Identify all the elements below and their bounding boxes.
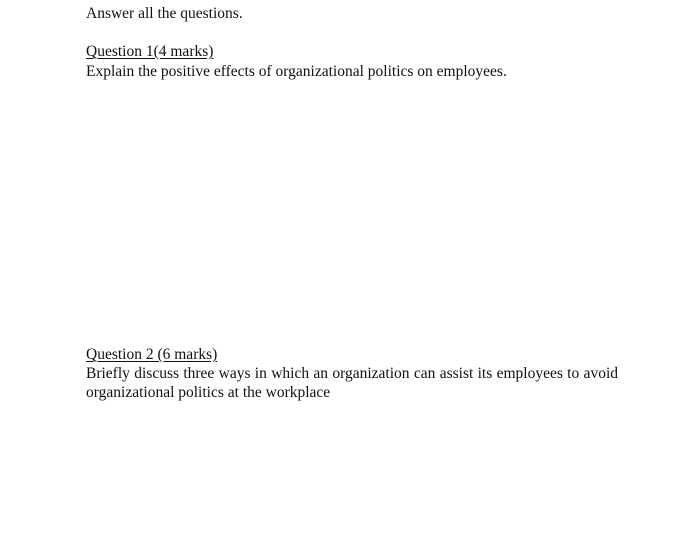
question-1-text: Explain the positive effects of organizational politics on employees. (86, 63, 507, 80)
instructions-text: Answer all the questions. (86, 5, 243, 22)
question-2-heading: Question 2 (6 marks) (86, 346, 218, 363)
question-2-text: Briefly discuss three ways in which an organization can assist its employees to avoid organizational politics at the workplace (86, 365, 618, 401)
question-1-heading: Question 1(4 marks) (86, 43, 214, 60)
